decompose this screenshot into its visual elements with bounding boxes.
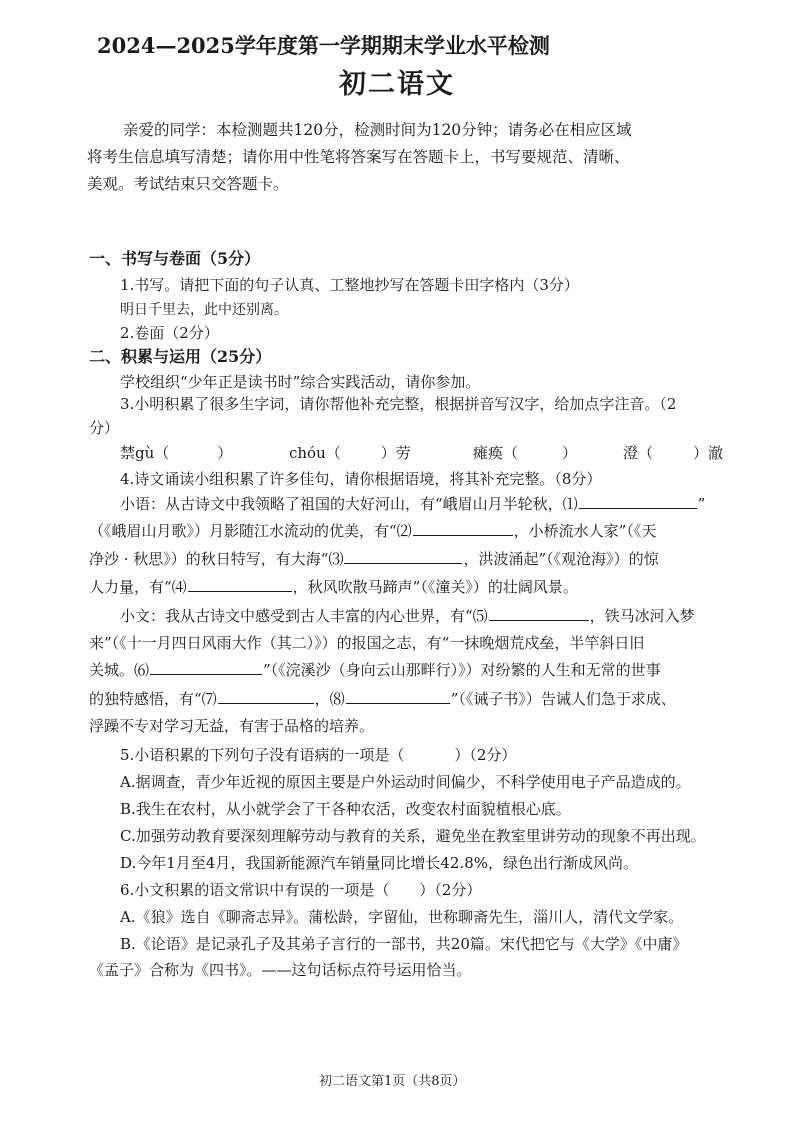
question-3-item-1 bbox=[120, 443, 232, 463]
question-5-option-c: C.加强劳动教育要深刻理解劳动与教育的关系，避免坐在教室里讲劳动的现象不再出现。 bbox=[120, 827, 706, 845]
section-2-intro: 学校组织“少年正是读书时”综合实践活动，请你参加。 bbox=[120, 373, 481, 391]
answer-blank-8[interactable] bbox=[346, 689, 450, 704]
q4-l5-text: 小文：我从古诗文中感受到古人丰富的内心世界，有“⑸ bbox=[120, 607, 488, 625]
question-5-option-a: A.据调查，青少年近视的原因主要是户外运动时间偏少，不科学使用电子产品造成的。 bbox=[120, 773, 691, 791]
intro-line-3: 美观。考试结束只交答题卡。 bbox=[87, 175, 289, 193]
answer-blank-5[interactable] bbox=[489, 606, 589, 621]
q4-l1-text: 小语：从古诗文中我领略了祖国的大好河山，有“峨眉山月半轮秋，⑴ bbox=[120, 495, 578, 513]
answer-blank-1[interactable] bbox=[579, 494, 697, 509]
question-4-line-8 bbox=[89, 689, 676, 709]
question-4-line-2 bbox=[89, 521, 656, 541]
q4-l3-text: 净沙 · 秋思》）的秋日特写，有大海“⑶ bbox=[89, 550, 344, 568]
item-3-prefix: 瘫痪（ bbox=[473, 444, 519, 462]
q5-head-text: 5.小语积累的下列句子没有语病的一项是（ bbox=[120, 746, 405, 764]
question-4-line-9: 浮躁不专对学习无益，有害于品格的培养。 bbox=[89, 717, 375, 735]
answer-blank-7[interactable] bbox=[218, 689, 314, 704]
item-2-suffix: ）劳 bbox=[380, 444, 411, 462]
subject-title: 初二语文 bbox=[339, 69, 455, 100]
q4-l7-text: 关城。⑹ bbox=[89, 661, 150, 679]
question-6-head bbox=[120, 880, 481, 900]
question-4-line-4 bbox=[89, 577, 578, 597]
q4-l1-end: ” bbox=[697, 495, 706, 513]
item-4-suffix: ）澈 bbox=[693, 444, 724, 462]
question-4-line-6: 来”（《十一月四日风雨大作（其二）》）的报国之志，有“一抹晚烟荒戍垒，半竿斜日旧 bbox=[89, 634, 645, 652]
answer-blank-2[interactable] bbox=[413, 521, 513, 536]
question-3-item-3 bbox=[473, 443, 577, 463]
item-2-prefix: chóu（ bbox=[289, 444, 341, 462]
answer-blank-4[interactable] bbox=[188, 577, 292, 592]
question-3-item-4 bbox=[623, 443, 723, 463]
question-5-head bbox=[120, 745, 516, 765]
q4-l4-text: 人力量，有“⑷ bbox=[89, 578, 187, 596]
item-4-prefix: 澄（ bbox=[623, 444, 654, 462]
q4-l5-end: ，铁马冰河入梦 bbox=[589, 607, 695, 625]
intro-line-2: 将考生信息填写清楚；请你用中性笔将答案写在答题卡上，书写要规范、清晰、 bbox=[87, 148, 630, 166]
q4-l8-end: ”（《诫子书》）告诫人们急于求成、 bbox=[450, 690, 676, 708]
question-3-item-2 bbox=[289, 443, 411, 463]
question-4-line-3 bbox=[89, 549, 659, 569]
question-5-option-d: D.今年1月至4月，我国新能源汽车销量同比增长42.8%，绿色出行渐成风尚。 bbox=[120, 854, 639, 872]
question-5-option-b: B.我生在农村，从小就学会了干各种农活，改变农村面貌植根心底。 bbox=[120, 800, 571, 818]
question-1: 1.书写。请把下面的句子认真、工整地抄写在答题卡田字格内（3分） bbox=[120, 276, 579, 294]
q6-head-text: 6.小文积累的语文常识中有误的一项是（ bbox=[120, 881, 390, 899]
question-2: 2.卷面（2分） bbox=[120, 324, 219, 342]
q4-l2-end: ，小桥流水人家”（《天 bbox=[513, 522, 657, 540]
question-4-line-1 bbox=[120, 494, 705, 514]
question-4-line-7 bbox=[89, 660, 661, 680]
item-1-suffix: ） bbox=[217, 444, 233, 462]
question-4-head: 4.诗文诵读小组积累了许多佳句，请你根据语境，将其补充完整。（8分） bbox=[120, 470, 602, 488]
question-6-option-b-line-2: 《孟子》合称为《四书》。——这句话标点符号运用恰当。 bbox=[89, 961, 472, 979]
q4-l7-end: ”（《浣溪沙（身向云山那畔行）》）对纷繁的人生和无常的世事 bbox=[263, 661, 661, 679]
q6-head-tail: ）（2分） bbox=[419, 881, 482, 899]
exam-title: 2024—2025学年度第一学期期末学业水平检测 bbox=[97, 33, 550, 58]
question-6-option-a: A.《狼》选自《聊斋志异》。蒲松龄，字留仙，世称聊斋先生，淄川人，清代文学家。 bbox=[120, 908, 684, 926]
page-footer: 初二语文第1页（共8页） bbox=[319, 1074, 466, 1089]
answer-blank-6[interactable] bbox=[150, 660, 262, 675]
q4-l2-text: （《峨眉山月歌》）月影随江水流动的优美，有“⑵ bbox=[89, 522, 412, 540]
question-6-option-b-line-1: B.《论语》是记录孔子及其弟子言行的一部书，共20篇。宋代把它与《大学》《中庸》 bbox=[120, 935, 688, 953]
item-3-suffix: ） bbox=[562, 444, 578, 462]
q4-l4-end: ，秋风吹散马蹄声”（《潼关》）的壮阔风景。 bbox=[292, 578, 578, 596]
intro-line-1: 亲爱的同学：本检测题共120分，检测时间为120分钟；请务必在相应区域 bbox=[123, 121, 632, 139]
item-1-prefix: 禁gù（ bbox=[120, 444, 170, 462]
q4-l3-end: ，洪波涌起”（《观沧海》）的惊 bbox=[463, 550, 659, 568]
q4-l8-text: 的独特感悟，有“⑺ bbox=[89, 690, 217, 708]
q5-head-tail: ）（2分） bbox=[454, 746, 517, 764]
q4-l8-mid: ，⑻ bbox=[314, 690, 345, 708]
section-2-title: 二、积累与运用（25分） bbox=[89, 347, 272, 366]
question-1-copy-text: 明日千里去，此中还别离。 bbox=[120, 302, 288, 318]
question-3-line-2: 分） bbox=[89, 419, 120, 437]
answer-blank-3[interactable] bbox=[344, 549, 462, 564]
section-1-title: 一、书写与卷面（5分） bbox=[89, 249, 261, 268]
question-3-line-1: 3.小明积累了很多生字词，请你帮他补充完整，根据拼音写汉字，给加点字注音。（2 bbox=[120, 395, 677, 413]
question-4-line-5 bbox=[120, 606, 695, 626]
